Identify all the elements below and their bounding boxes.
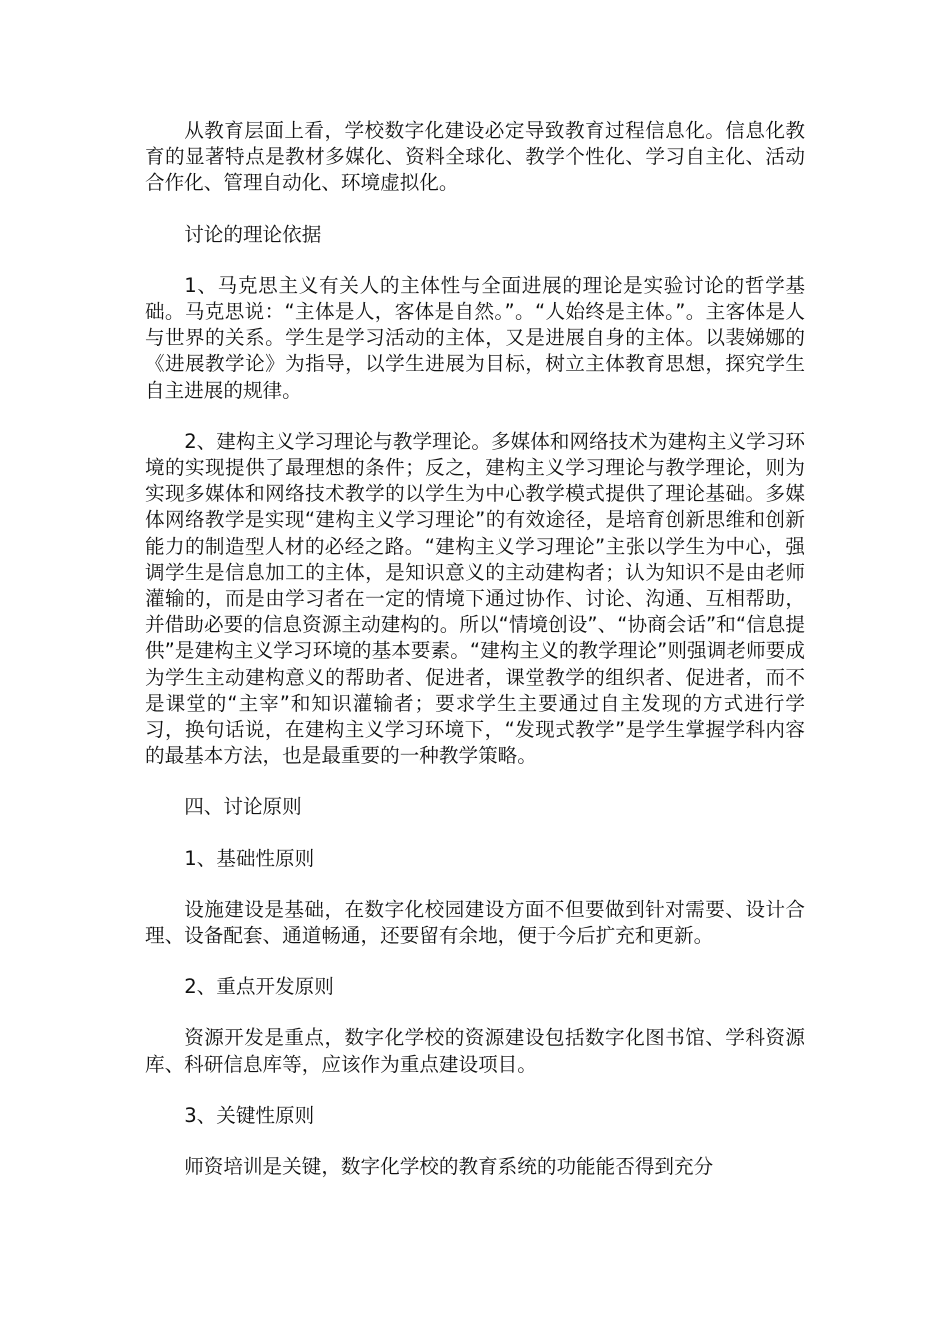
heading-basic-principle: 1、基础性原则 <box>184 846 315 870</box>
heading-key-development-principle: 2、重点开发原则 <box>184 975 334 999</box>
paragraph-intro: 从教育层面上看，学校数字化建设必定导致教育过程信息化。信息化教育的显著特点是教材多媒化、资料全球化、教学个性化、学习自主化、活动合作化、管理自动化、环境虚拟化。 <box>145 119 805 195</box>
paragraph-facility-construction: 设施建设是基础，在数字化校园建设方面不但要做到针对需要、设计合理、设备配套、通道畅通，还要留有余地，便于今后扩充和更新。 <box>145 897 805 948</box>
heading-key-principle: 3、关键性原则 <box>184 1103 315 1127</box>
document-page <box>145 118 805 1180</box>
heading-research-principles: 四、讨论原则 <box>184 795 302 819</box>
paragraph-resource-development: 资源开发是重点，数字化学校的资源建设包括数字化图书馆、学科资源库、科研信息库等，应该作为重点建设项目。 <box>145 1026 805 1076</box>
paragraph-constructivism-theory: 2、建构主义学习理论与教学理论。多媒体和网络技术为建构主义学习环境的实现提供了最理想的条件；反之，建构主义学习理论与教学理论，则为实现多媒体和网络技术教学的以学生为中心教学模式提供了理论基础。多媒体网络教学是实现“建构主义学习理论”的有效途径，是培育创新思维和创新能力的制造型人材的必经之路。“建构主义学习理论”主张以学生为中心，强调学生是信息加工的主体，是知识意义的主动建构者；认为知识不是由老师灌输的，而是由学习者在一定的情境下通过协作、讨论、沟通、互相帮助，并借助必要的信息资源主动建构的。所以“情境创设”、“协商会话”和“信息提供”是建构主义学习环境的基本要素。“建构主义的教学理论”则强调老师要成为学生主动建构意义的帮助者、促进者，课堂教学的组织者、促进者，而不是课堂的“主宰”和知识灌输者；要求学生主要通过自主发现的方式进行学习，换句话说，在建构主义学习环境下，“发现式教学”是学生掌握学科内容的最基本方法，也是最重要的一种教学策略。 <box>145 429 805 768</box>
paragraph-marxism-theory: 1、马克思主义有关人的主体性与全面进展的理论是实验讨论的哲学基础。马克思说：“主体是人，客体是自然。”。“人始终是主体。”。主客体是人与世界的关系。学生是学习活动的主体，又是进展自身的主体。以裴娣娜的《进展教学论》为指导，以学生进展为目标，树立主体教育思想，探究学生自主进展的规律。 <box>145 273 805 402</box>
heading-theory-basis: 讨论的理论依据 <box>184 222 322 246</box>
paragraph-teacher-training: 师资培训是关键，数字化学校的教育系统的功能能否得到充分 <box>184 1155 714 1179</box>
